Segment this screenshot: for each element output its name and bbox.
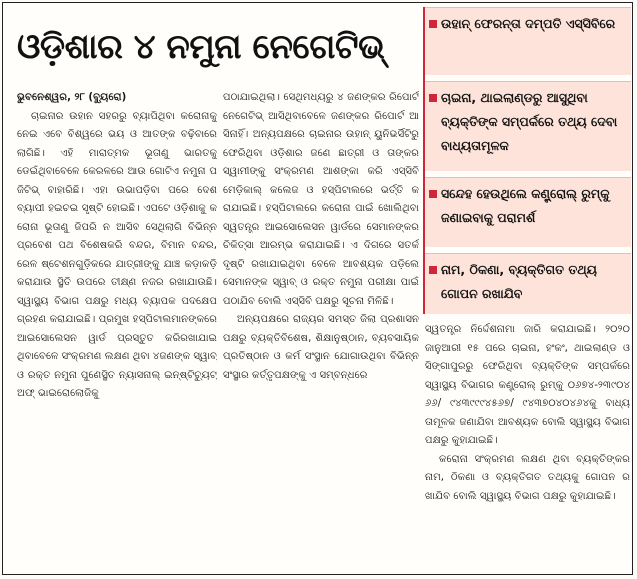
bullet-square-icon (429, 190, 437, 198)
body-paragraph: ପଠାଯାଇଥିଲା। ସେଥିମଧ୍ୟରୁ ୪ ଜଣଙ୍କର ରିପୋର୍ଟ ନେଗେଟିଭ୍ ଆସିଥିବାବେଳେ ଜଣଙ୍କର ରିପୋର୍ଟ ଆସିନାହିଁ। ଅନ୍ୟପକ୍ଷରେ ଚାଇନାର ଉହାନ୍ ୟୁନିଭର୍ସିଟିରୁ ଫେରିଥିବା ଓଡ଼ିଶାର ଜଣେ ଛାତ୍ରୀ ଓ ତାଙ୍କର ସ୍ୱାମୀଙ୍କୁ ସଂକ୍ରମଣ ଆଶଙ୍କା କରି ଏସ୍‌ସିବି ମେଡ଼ିକାଲ୍ କଲେଜ ଓ ହସ୍ପିଟାଲରେ ଭର୍ତ୍ତି କରାଯାଇଛି। ହସ୍ପିଟାଲରେ କରୋନା ପାଇଁ ଖୋଲିଥିବା ସ୍ୱତନ୍ତ୍ର ଆଇସୋଲେସନ ୱାର୍ଡରେ ସେମାନଙ୍କର ଚିକିତ୍ସା ଆରମ୍ଭ କରାଯାଇଛି। ଏ ଦିଗରେ ସତର୍କ ଦୃଷ୍ଟି ରଖାଯାଇଥିବା ବେଳେ ଆବଶ୍ୟକ ପଡ଼ିଲେ ସେମାନଙ୍କ ସ୍ୱାବ୍ ଓ ରକ୍ତ ନମୁନା ପରୀକ୍ଷା ପାଇଁ ପଠାଯିବ ବୋଲି ଏସ୍‌ସିବି ପକ୍ଷରୁ ସୂଚନା ମିଳିଛି। (223, 92, 419, 307)
body-paragraph: ସ୍ୱତନ୍ତ୍ର ନିର୍ଦ୍ଦେଶନାମା ଜାରି କରାଯାଇଛି। ୨୦୨୦ ଜାନୁଆରୀ ୧୫ ପରେ ଚାଇନା, ହଂକଂ, ଥାଇଲାଣ୍ଡ ଓ ସିଙ୍ଗାପୁରରୁ ଫେରିଥିବା ବ୍ୟକ୍ତିଙ୍କ ସମ୍ପର୍କରେ ସ୍ୱାସ୍ଥ୍ୟ ବିଭାଗର କଣ୍ଟ୍ରୋଲ୍ ରୁମ୍‌କୁ ୦୬୭୪-୨୩୯୦୪୬୬/ ୯୪୩୯୯୯୪୫୬୭/ ୯୪୩୭୦୪୦୪୬୪କୁ ବାଧ୍ୟତାମୂଳକ ଜଣାଯିବା ଆବଶ୍ୟକ ବୋଲି ସ୍ୱାସ୍ଥ୍ୟ ବିଭାଗ ପକ୍ଷରୁ କୁହାଯାଇଛି। (425, 324, 630, 446)
highlight-text: ସନ୍ଦେହ ହେଉଥିଲେ କଣ୍ଟ୍ରୋଲ୍ ରୁମ୍‌କୁ ଜଣାଇବାକୁ ପରାମର୍ଶ (441, 186, 610, 225)
highlight-item (425, 177, 631, 247)
highlight-text: ଚାଇନା, ଥାଇଲାଣ୍ଡରୁ ଆସୁଥିବା ବ୍ୟକ୍ତିଙ୍କ ସମ୍ପର୍କରେ ତଥ୍ୟ ଦେବା ବାଧ୍ୟତାମୂଳକ (441, 90, 618, 153)
headline: ଓଡ଼ିଶାର ୪ ନମୁନା ନେଗେଟିଭ୍ (17, 27, 385, 67)
article-column-2 (223, 89, 419, 571)
article-column-3 (425, 321, 630, 571)
highlight-text: ନାମ, ଠିକଣା, ବ୍ୟକ୍ତିଗତ ତଥ୍ୟ ଗୋପନ ରଖାଯିବ (441, 262, 597, 301)
bullet-square-icon (429, 20, 437, 28)
newspaper-clipping (2, 2, 633, 575)
body-paragraph: ଅନ୍ୟପକ୍ଷରେ ରାଜ୍ୟର ସମସ୍ତ ଜିଲା ପ୍ରଶାସନ ପକ୍ଷରୁ ବ୍ୟକ୍ତିବିଶେଷ, ଶିକ୍ଷାନୁଷ୍ଠାନ, ବ୍ୟବସାୟିକ ପ୍ରତିଷ୍ଠାନ ଓ କର୍ମ ସଂସ୍ଥାନ ଯୋଗାଉଥିବା ବିଭିନ୍ନ ସଂସ୍ଥାର କର୍ତ୍ତୃପକ୍ଷଙ୍କୁ ଏ ସମ୍ବନ୍ଧରେ (223, 314, 419, 381)
highlight-item (425, 81, 631, 171)
bullet-square-icon (429, 94, 437, 102)
highlight-item (425, 7, 631, 75)
article-column-1 (17, 89, 217, 571)
body-paragraph: ଚାଇନାର ଉହାନ ସହରରୁ ବ୍ୟାପିଥିବା କରୋନାକୁ ନେଇ ଏବେ ବିଶ୍ୱରେ ଭୟ ଓ ଆତଙ୍କ ବଢ଼ିବାରେ ଲାଗିଛି। ଏହି ମାରାତ୍ମକ ଭୂତାଣୁ ଭାରତକୁ ଡେଇଁଥିବାବେଳେ କେରଳରେ ଆଉ ଗୋଟିଏ ନମୁନା ପଜିଟିଭ୍ ବାହାରିଛି। ଏହା ଉଭାପଡ଼ିବା ପରେ ଦେଶବ୍ୟାପୀ ହଇଚଇ ସୃଷ୍ଟି ହୋଇଛି। ଏପଟେ ଓଡ଼ିଶାକୁ କରୋନା ଭୂତାଣୁ ଜିପରି ନ ଆସିବ ସେଥିଲାଗି ବିଭିନ୍ନ ପ୍ରବେଶ ପଥ ବିଶେଷକରି ବନ୍ଦର, ବିମାନ ବନ୍ଦର, ରେଳ ଷ୍ଟେଶନଗୁଡ଼ିକରେ ଯାତ୍ରୀଙ୍କୁ ଯାଞ୍ଚ କଡ଼ାକଡ଼ି କରାଯାଉ ସ୍ଥିତି ଉପରେ ତୀକ୍ଷ୍ଣ ନଜର ରଖାଯାଉଛି। ସ୍ୱାସ୍ଥ୍ୟ ବିଭାଗ ପକ୍ଷରୁ ମଧ୍ୟ ବ୍ୟାପକ ପଦକ୍ଷେପ ଗ୍ରହଣ କରାଯାଇଛି। ପ୍ରମୁଖ ହସ୍ପିଟାଲମାନଙ୍କରେ ଆଇସୋଲେସନ ୱାର୍ଡ ପ୍ରସ୍ତୁତ କରିରଖାଯାଇଥିବାବେଳେ ସଂକ୍ରମଣ ଲକ୍ଷଣ ଥିବା ୪ଜଣଙ୍କ ସ୍ୱାବ୍ ଓ ରକ୍ତ ନମୁନା ପୁଣେସ୍ଥିତ ନ୍ୟାସନାଲ୍ ଇନ୍‌ଷ୍ଟିଚ୍ୟୁଟ୍ ଅଫ୍ ଭାଇରୋଲୋଜିକୁ (17, 110, 217, 399)
body-paragraph: କରୋନା ସଂକ୍ରମଣ ଲକ୍ଷଣ ଥିବା ବ୍ୟକ୍ତିଙ୍କର ନାମ, ଠିକଣା ଓ ବ୍ୟକ୍ତିଗତ ତଥ୍ୟକୁ ଗୋପନ ରଖାଯିବ ବୋଲି ସ୍ୱାସ୍ଥ୍ୟ ବିଭାଗ ପକ୍ଷରୁ କୁହାଯାଇଛି। (425, 453, 630, 502)
bullet-square-icon (429, 266, 437, 274)
highlight-text: ଉହାନ୍ ଫେରନ୍ତା ଦମ୍ପତି ଏସ୍‌ସିବିରେ (441, 16, 616, 31)
highlight-item (425, 253, 631, 314)
highlights-box (423, 7, 633, 314)
dateline: ଭୁବନେଶ୍ୱର, ୨୮ (ବ୍ୟୁରୋ) (17, 92, 127, 103)
